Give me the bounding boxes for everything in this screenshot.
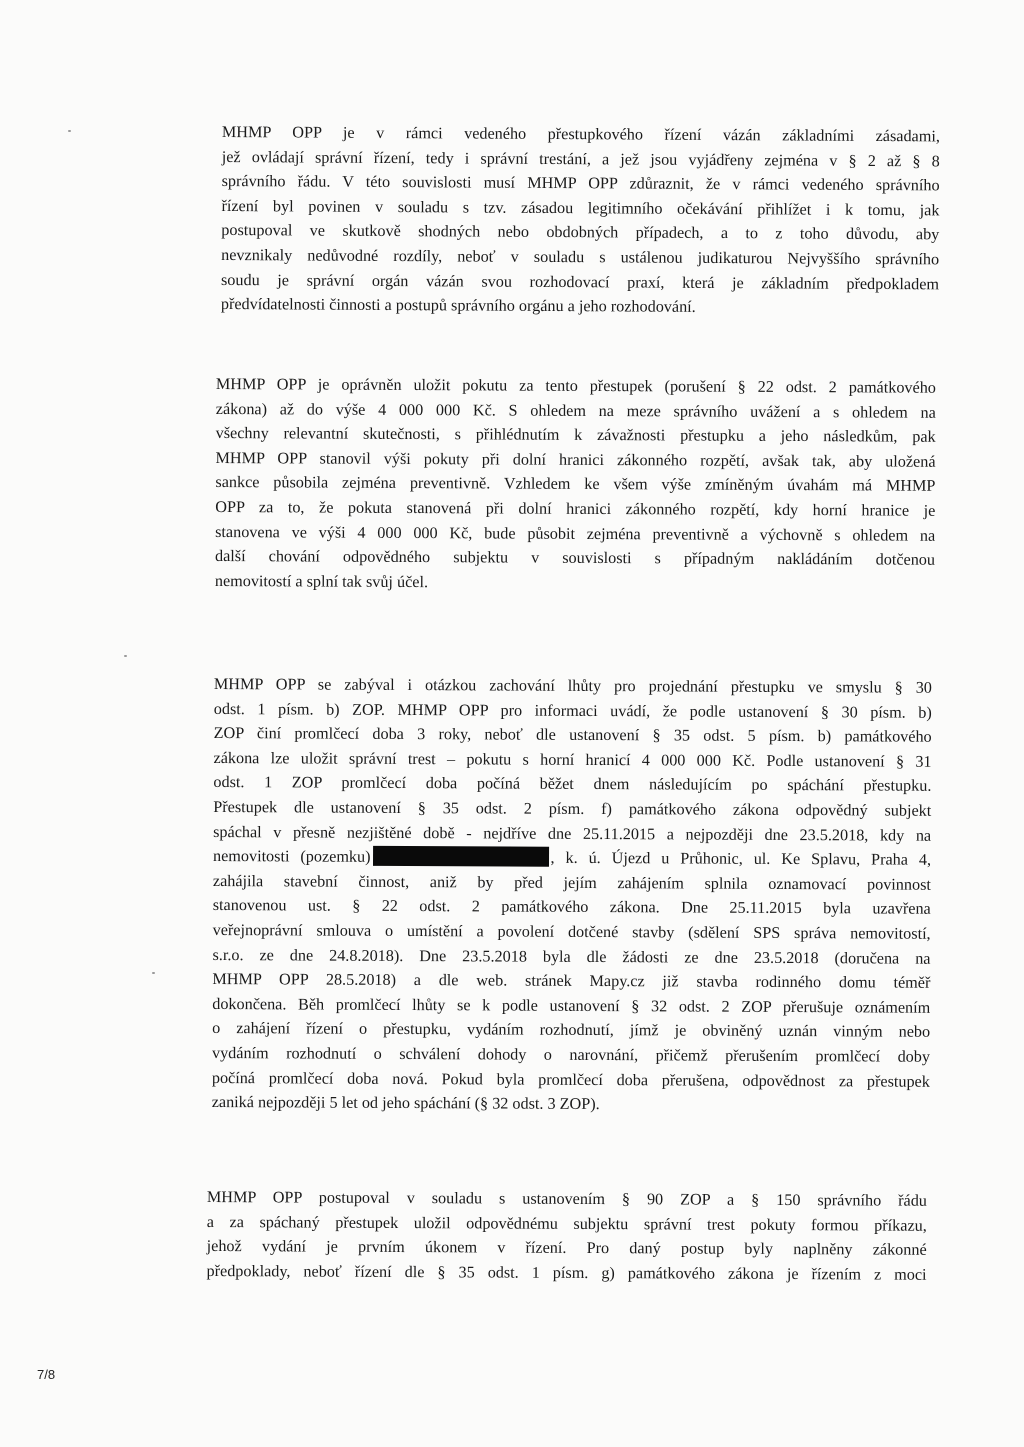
- text-line: sankce působila zejména preventivně. Vzhledem ke všem výše zmíněným úvahám má MHMP: [215, 473, 936, 496]
- text-line: MHMP OPP je v rámci vedeného přestupkového řízení vázán základními zásadami,: [221, 122, 940, 146]
- text-line-with-redaction: [213, 844, 931, 872]
- text-line: MHMP OPP postupoval v souladu s ustanovením § 90 ZOP a § 150 správního řádu: [206, 1188, 927, 1210]
- text-line: s.r.o. ze dne 24.8.2018). Dne 23.5.2018 byla dle žádosti ze dne 23.5.2018 (doručena na: [212, 945, 931, 968]
- text-line: veřejnoprávní smlouva o umístění a povolení dotčené stavby (sdělení SPS správa nemovitostí,: [212, 920, 931, 943]
- page-number: 7/8: [37, 1367, 56, 1382]
- text-line: soudu je správní orgán vázán svou rozhodovací praxí, která je základním předpokladem: [220, 270, 940, 293]
- scan-speck: [152, 972, 155, 974]
- text-line: MHMP OPP stanovil výši pokuty při dolní hranici zákonného rozpětí, avšak tak, aby uložená: [215, 448, 936, 471]
- text-line: jehož vydání je prvním úkonem v řízení. Pro daný postup byly naplněny zákonné: [206, 1237, 927, 1259]
- text-line: zaniká nejpozději 5 let od jeho spáchání (§ 32 odst. 3 ZOP).: [211, 1093, 600, 1114]
- text-line: postupoval ve skutkově shodných nebo obdobných případech, a to z toho důvodu, aby: [221, 221, 940, 244]
- text-line: Přestupek dle ustanovení § 35 odst. 2 písm. f) památkového zákona odpovědný subjekt: [213, 797, 932, 820]
- paragraph-fine-amount: [215, 372, 936, 597]
- text-fragment: , k. ú. Újezd u Průhonic, ul. Ke Splavu, Praha 4,: [550, 848, 932, 869]
- text-line: dokončena. Běh promlčecí lhůty se k podle ustanovení § 32 odst. 2 ZOP přerušuje oznámením: [212, 994, 931, 1017]
- text-line: stanovenou ust. § 22 odst. 2 památkového zákona. Dne 25.11.2015 byla uzavřena: [212, 896, 931, 919]
- paragraph-procedure: [206, 1185, 927, 1287]
- paragraph-limitation-period: [212, 672, 932, 1118]
- text-line: správního řádu. V této souvislosti musí MHMP OPP zdůraznit, že v rámci vedeného správního: [221, 172, 940, 195]
- scan-speck: [68, 130, 71, 132]
- text-line: zákona) až do výše 4 000 000 Kč. S ohledem na meze správního uvážení a s ohledem na: [215, 399, 936, 422]
- redaction-box: [372, 846, 548, 867]
- text-line: ZOP činí promlčecí doba 3 roky, neboť dle ustanovení § 35 odst. 5 písm. b) památkového: [213, 724, 932, 746]
- scan-speck: [124, 655, 127, 657]
- text-line: o zahájení řízení o přestupku, vydáním rozhodnutí, jímž je obviněný uznán vinným nebo: [212, 1019, 931, 1042]
- text-line: a za spáchaný přestupek uložil odpovědnému subjektu správní trest pokuty formou příkazu,: [206, 1212, 927, 1235]
- text-line: další chování odpovědného subjektu v souvislosti s případným nakládáním dotčenou: [214, 547, 936, 569]
- text-line: MHMP OPP 28.5.2018) a dle web. stránek Mapy.cz již stavba rodinného domu téměř: [212, 970, 931, 992]
- text-line: předpoklady, neboť řízení dle § 35 odst. 1 písm. g) památkového zákona je řízením z moci: [206, 1261, 927, 1284]
- text-line: jež ovládají správní řízení, tedy i správní trestání, a jež jsou vyjádřeny zejména v § 2 až § 8: [221, 147, 940, 170]
- text-line: nemovitostí a splní tak svůj účel.: [214, 571, 429, 591]
- text-line: odst. 1 ZOP promlčecí doba počíná běžet dnem následujícím po spáchání přestupku.: [213, 773, 932, 796]
- text-line: OPP za to, že pokuta stanovená při dolní hranici zákonného rozpětí, kdy horní hranice je: [215, 497, 936, 520]
- text-line: MHMP OPP je oprávněn uložit pokutu za tento přestupek (porušení § 22 odst. 2 památkového: [215, 374, 936, 397]
- text-line: stanovena ve výši 4 000 000 Kč, bude působit zejména preventivně a výchovně s ohledem na: [215, 522, 936, 545]
- text-line: zákona lze uložit správní trest – pokutu s horní hranicí 4 000 000 Kč. Podle ustanovení § 31: [213, 748, 932, 771]
- text-line: nevznikaly nedůvodné rozdíly, neboť v souladu s ustálenou judikaturou Nejvyššího správního: [221, 245, 940, 269]
- text-line: spáchal v přesně nezjištěné době - nejdříve dne 25.11.2015 a nejpozději dne 23.5.2018, kdy na: [213, 822, 932, 845]
- text-line: MHMP OPP se zabýval i otázkou zachování lhůty pro projednání přestupku ve smyslu § 30: [213, 674, 932, 697]
- text-line: odst. 1 písm. b) ZOP. MHMP OPP pro informaci uvádí, že podle ustanovení § 30 písm. b): [213, 699, 932, 722]
- text-line: počíná promlčecí doba nová. Pokud byla promlčecí doba přerušena, odpovědnost za přestupek: [211, 1068, 930, 1091]
- text-line: řízení byl povinen v souladu s tzv. zásadou legitimního očekávání přihlížet i k tomu, jak: [221, 196, 940, 220]
- text-line: všechny relevantní skutečnosti, s přihlédnutím k závažnosti přestupku a jeho následkům, pak: [215, 424, 936, 446]
- text-line: předvídatelnosti činnosti a postupů správního orgánu a jeho rozhodování.: [220, 295, 696, 317]
- text-line: zahájila stavební činnost, aniž by před jejím zahájením splnila oznamovací povinnost: [212, 871, 931, 894]
- text-fragment: nemovitosti (pozemku): [212, 847, 371, 866]
- paragraph-legitimate-expectation: [221, 120, 940, 321]
- text-line: vydáním rozhodnutí o schválení dohody o narovnání, přičemž přerušením promlčecí doby: [211, 1043, 931, 1066]
